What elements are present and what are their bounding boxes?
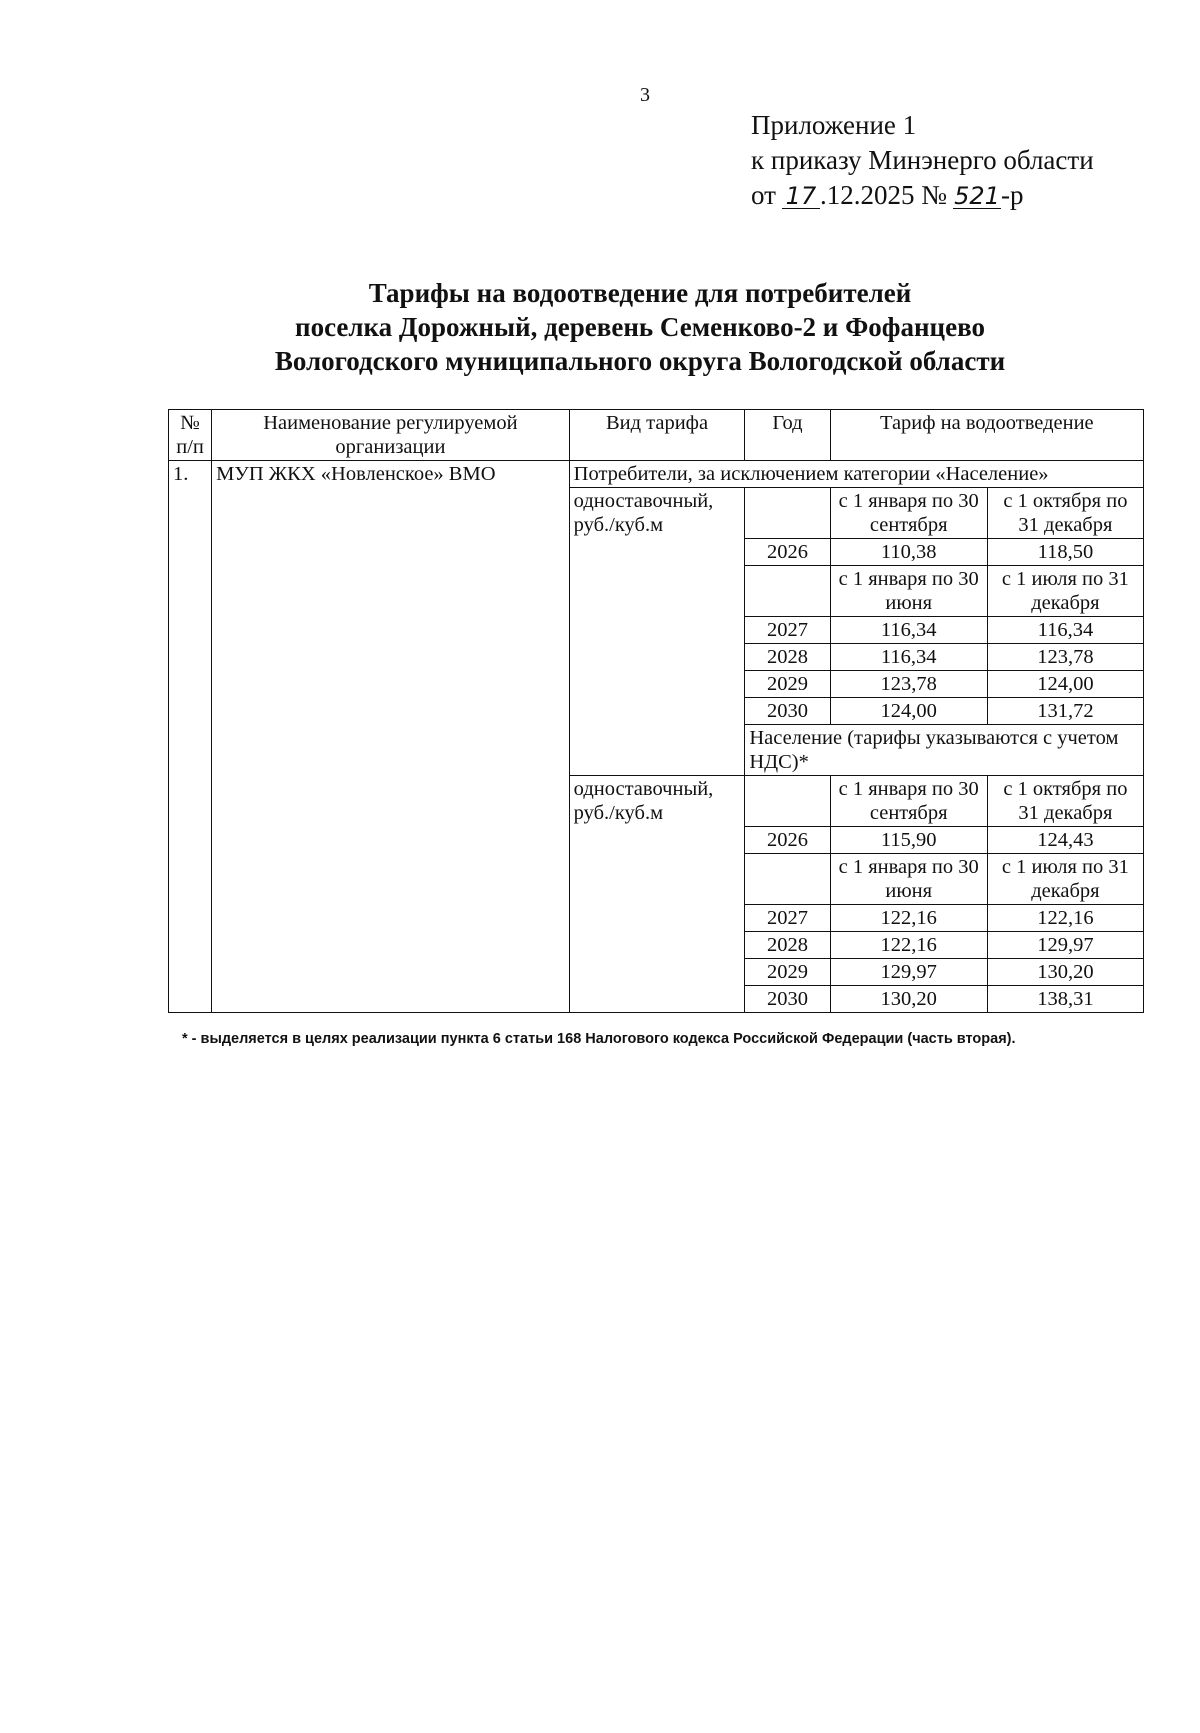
order-suffix: -р: [1000, 180, 1024, 210]
document-title: [170, 276, 1110, 378]
appendix-date-line: [751, 178, 1094, 213]
period-cell: с 1 января по 30 июня: [830, 566, 987, 617]
period-cell: с 1 января по 30 сентября: [830, 776, 987, 827]
footnote: * - выделяется в целях реализации пункта 6 статьи 168 Налогового кодекса Российской Федерации (часть вторая).: [182, 1031, 1016, 1047]
value-cell: 115,90: [830, 827, 987, 854]
page-number: 3: [640, 84, 650, 106]
value-cell: 116,34: [830, 644, 987, 671]
year-cell: 2030: [745, 698, 830, 725]
value-cell: 130,20: [987, 959, 1143, 986]
date-prefix: от: [751, 180, 776, 210]
header-tariff: Тариф на водоотведение: [830, 410, 1143, 461]
value-cell: 129,97: [987, 932, 1143, 959]
value-cell: 116,34: [830, 617, 987, 644]
value-cell: 110,38: [830, 539, 987, 566]
value-cell: 129,97: [830, 959, 987, 986]
period-cell: с 1 июля по 31 декабря: [987, 854, 1143, 905]
year-cell: [745, 488, 830, 539]
header-org: Наименование регулируемой организации: [212, 410, 570, 461]
tariff-type: одноставочный, руб./куб.м: [569, 488, 745, 776]
year-cell: 2029: [745, 959, 830, 986]
value-cell: 122,16: [830, 932, 987, 959]
year-cell: [745, 566, 830, 617]
row-number: 1.: [169, 461, 212, 1013]
tariff-type: одноставочный, руб./куб.м: [569, 776, 745, 1013]
period-cell: с 1 января по 30 сентября: [830, 488, 987, 539]
value-cell: 118,50: [987, 539, 1143, 566]
value-cell: 116,34: [987, 617, 1143, 644]
appendix-title: Приложение 1: [751, 110, 917, 140]
section-title: Население (тарифы указываются с учетом НДС)*: [745, 725, 1144, 776]
table-header-row: [169, 410, 1144, 461]
table-row: [169, 461, 1144, 488]
value-cell: 122,16: [830, 905, 987, 932]
period-cell: с 1 октября по 31 декабря: [987, 488, 1143, 539]
section-title: Потребители, за исключением категории «Население»: [569, 461, 1143, 488]
year-cell: [745, 776, 830, 827]
year-cell: 2027: [745, 617, 830, 644]
header-type: Вид тарифа: [569, 410, 745, 461]
period-cell: с 1 октября по 31 декабря: [987, 776, 1143, 827]
value-cell: 124,43: [987, 827, 1143, 854]
tariff-table: [168, 409, 1144, 1013]
value-cell: 138,31: [987, 986, 1143, 1013]
organization-name: МУП ЖКХ «Новленское» ВМО: [212, 461, 570, 1013]
title-line-3: Вологодского муниципального округа Вологодской области: [274, 346, 1006, 376]
year-cell: 2027: [745, 905, 830, 932]
appendix-order-ref: к приказу Минэнерго области: [751, 145, 1094, 175]
header-year: Год: [745, 410, 830, 461]
date-rest: .12.2025 №: [819, 180, 947, 210]
handwritten-order-number: 521: [954, 182, 1000, 210]
value-cell: 123,78: [830, 671, 987, 698]
value-cell: 124,00: [830, 698, 987, 725]
value-cell: 123,78: [987, 644, 1143, 671]
year-cell: 2029: [745, 671, 830, 698]
period-cell: с 1 июля по 31 декабря: [987, 566, 1143, 617]
header-num: № п/п: [169, 410, 212, 461]
value-cell: 122,16: [987, 905, 1143, 932]
year-cell: 2028: [745, 932, 830, 959]
year-cell: 2026: [745, 827, 830, 854]
handwritten-day: 17: [782, 184, 820, 209]
appendix-header: [751, 108, 1094, 213]
year-cell: 2028: [745, 644, 830, 671]
title-line-2: поселка Дорожный, деревень Семенково-2 и Фофанцево: [295, 312, 985, 342]
value-cell: 131,72: [987, 698, 1143, 725]
title-line-1: Тарифы на водоотведение для потребителей: [368, 278, 912, 308]
year-cell: 2026: [745, 539, 830, 566]
value-cell: 130,20: [830, 986, 987, 1013]
year-cell: 2030: [745, 986, 830, 1013]
period-cell: с 1 января по 30 июня: [830, 854, 987, 905]
year-cell: [745, 854, 830, 905]
value-cell: 124,00: [987, 671, 1143, 698]
